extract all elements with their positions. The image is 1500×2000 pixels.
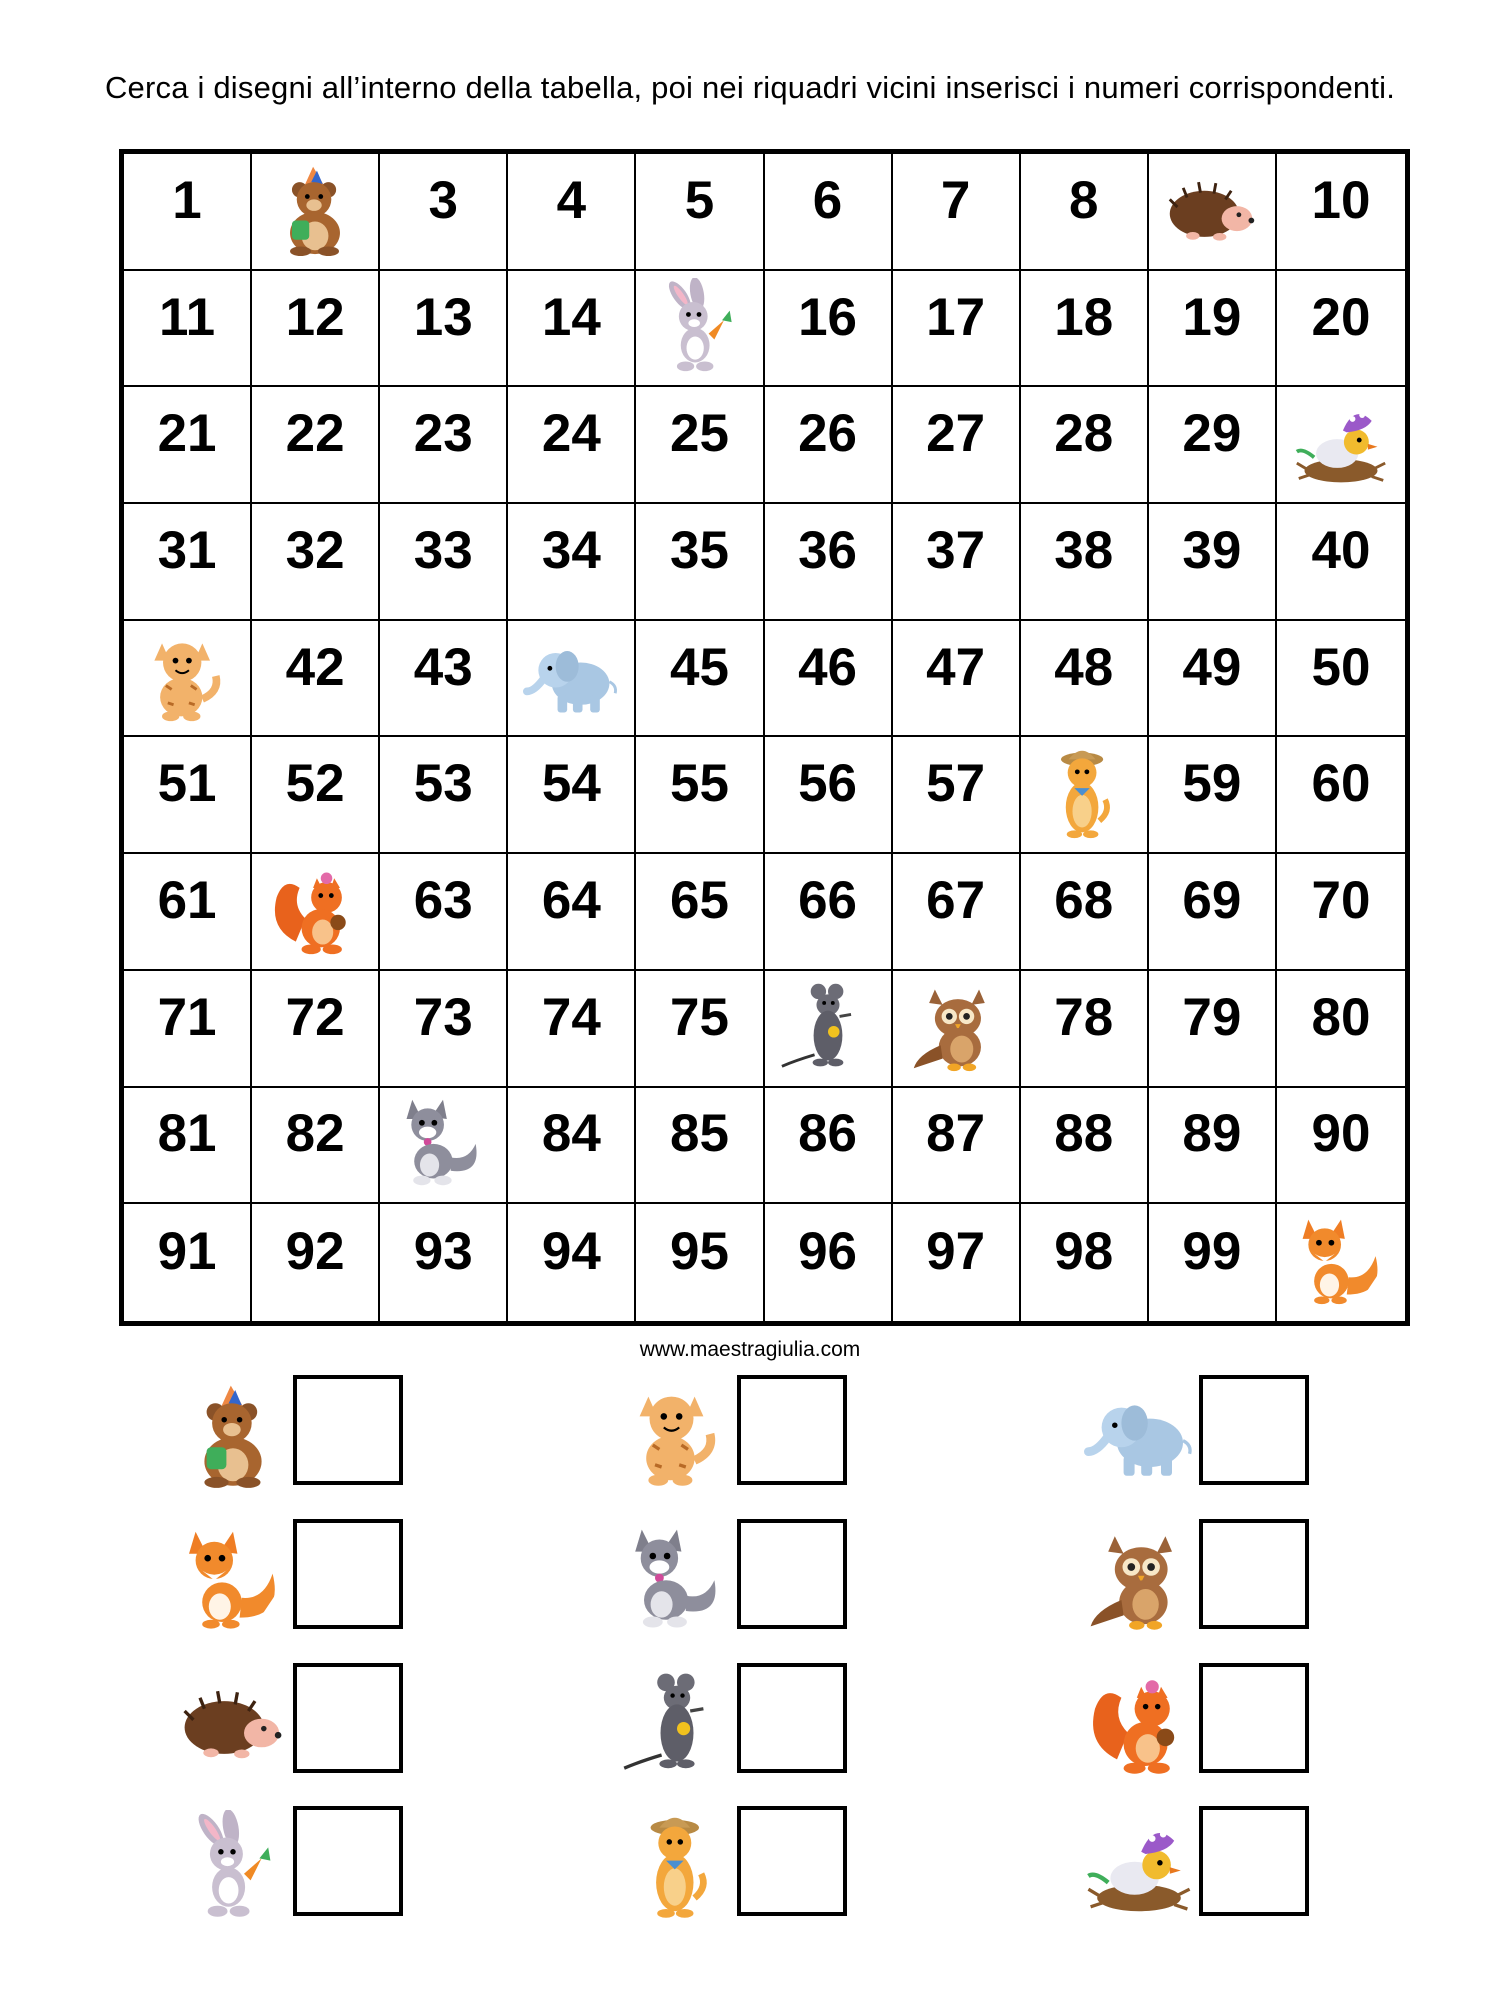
grid-number: 61 [157, 871, 217, 931]
answer-box[interactable] [293, 1375, 403, 1485]
owl-icon [1084, 1523, 1194, 1633]
answer-box[interactable] [737, 1519, 847, 1629]
grid-number: 85 [669, 1104, 729, 1164]
grid-number: 68 [1054, 871, 1114, 931]
grid-number: 19 [1182, 287, 1242, 347]
grid-number: 29 [1182, 404, 1242, 464]
grid-number: 73 [413, 987, 473, 1047]
grid-number: 27 [926, 404, 986, 464]
scarecrow-cat-icon [622, 1810, 732, 1920]
grid-number: 56 [798, 754, 858, 814]
grid-number: 97 [926, 1222, 986, 1282]
grid-number: 40 [1311, 520, 1371, 580]
grid-number: 6 [812, 170, 843, 230]
bear-icon [178, 1379, 288, 1489]
grid-number: 52 [285, 754, 345, 814]
instruction-text: Cerca i disegni all’interno della tabella, poi nei riquadri vicini inserisci i numeri corrispondenti. [104, 70, 1396, 105]
grid-number: 93 [413, 1222, 473, 1282]
grid-number: 26 [798, 404, 858, 464]
grid-number: 53 [413, 754, 473, 814]
answer-item [1084, 1375, 1324, 1491]
grid-number: 47 [926, 637, 986, 697]
answer-item [178, 1519, 418, 1635]
cat-icon [622, 1379, 732, 1489]
grid-number: 66 [798, 871, 858, 931]
grid-number: 98 [1054, 1222, 1114, 1282]
answer-item [1084, 1806, 1324, 1922]
hedgehog-icon [178, 1667, 288, 1777]
answer-item [1084, 1663, 1324, 1779]
grid-number: 18 [1054, 287, 1114, 347]
grid-number: 34 [541, 520, 601, 580]
grid-number: 95 [669, 1222, 729, 1282]
grid-number: 21 [157, 404, 217, 464]
grid-number: 11 [159, 287, 216, 347]
grid-number: 57 [926, 754, 986, 814]
grid-number: 13 [413, 287, 473, 347]
grid-number: 12 [285, 287, 345, 347]
grid-number: 55 [669, 754, 729, 814]
answer-box[interactable] [1199, 1519, 1309, 1629]
answer-box[interactable] [293, 1519, 403, 1629]
grid-number: 32 [285, 520, 345, 580]
grid-number: 5 [684, 170, 715, 230]
grid-number: 99 [1182, 1222, 1242, 1282]
grid-number: 23 [413, 404, 473, 464]
grid-number: 54 [541, 754, 601, 814]
grid-number: 8 [1069, 170, 1099, 230]
grid-number: 90 [1311, 1104, 1371, 1164]
rabbit-icon [178, 1810, 288, 1920]
grid-number: 60 [1311, 754, 1371, 814]
grid-number: 7 [940, 170, 971, 230]
grid-number: 96 [798, 1222, 858, 1282]
grid-number: 51 [157, 754, 217, 814]
answer-item [622, 1519, 862, 1635]
grid-number: 79 [1182, 987, 1242, 1047]
grid-number: 28 [1054, 404, 1114, 464]
grid-number: 33 [413, 520, 473, 580]
grid-number: 49 [1182, 637, 1242, 697]
answer-item [1084, 1519, 1324, 1635]
bird-nest-icon [1084, 1810, 1194, 1920]
squirrel-icon [1084, 1667, 1194, 1777]
website-url: www.maestragiulia.com [639, 1338, 861, 1361]
grid-number: 42 [285, 637, 345, 697]
answer-item [178, 1806, 418, 1922]
answer-box[interactable] [737, 1806, 847, 1916]
grid-number: 38 [1054, 520, 1114, 580]
grid-number: 70 [1311, 871, 1371, 931]
answer-item [622, 1806, 862, 1922]
grid-number: 10 [1311, 170, 1371, 230]
grid-number: 25 [669, 404, 729, 464]
answer-box[interactable] [1199, 1806, 1309, 1916]
answer-box[interactable] [293, 1663, 403, 1773]
grid-number: 1 [172, 170, 202, 230]
grid-number: 37 [926, 520, 986, 580]
grid-number: 74 [541, 987, 601, 1047]
grid-number: 82 [285, 1104, 345, 1164]
answer-item [178, 1663, 418, 1779]
grid-number: 50 [1311, 637, 1371, 697]
grid-number: 72 [285, 987, 345, 1047]
grid-number: 69 [1182, 871, 1242, 931]
grid-number: 59 [1182, 754, 1242, 814]
grid-number: 36 [798, 520, 858, 580]
answer-item [622, 1375, 862, 1491]
answer-item [178, 1375, 418, 1491]
wolf-cub-icon [622, 1523, 732, 1633]
grid-number: 67 [926, 871, 986, 931]
grid-number: 84 [541, 1104, 601, 1164]
answer-box[interactable] [1199, 1663, 1309, 1773]
grid-number: 64 [541, 871, 601, 931]
grid-number: 22 [285, 404, 345, 464]
fox-icon [178, 1523, 288, 1633]
grid-number: 75 [669, 987, 729, 1047]
grid-number: 78 [1054, 987, 1114, 1047]
grid-number: 39 [1182, 520, 1242, 580]
grid-number: 48 [1054, 637, 1114, 697]
mouse-icon [622, 1667, 732, 1777]
answer-box[interactable] [737, 1663, 847, 1773]
grid-number: 80 [1311, 987, 1371, 1047]
grid-number: 3 [428, 170, 458, 230]
grid-number: 87 [926, 1104, 986, 1164]
grid-number: 45 [669, 637, 729, 697]
grid-number: 24 [541, 404, 601, 464]
grid-number: 63 [413, 871, 473, 931]
answer-box[interactable] [1199, 1375, 1309, 1485]
grid-number: 46 [798, 637, 858, 697]
grid-number: 65 [669, 871, 729, 931]
answer-box[interactable] [737, 1375, 847, 1485]
grid-number: 17 [926, 287, 986, 347]
elephant-icon [1084, 1379, 1194, 1489]
grid-number: 81 [157, 1104, 217, 1164]
grid-number: 94 [541, 1222, 601, 1282]
answer-item [622, 1663, 862, 1779]
grid-number: 14 [541, 287, 601, 347]
grid-number: 89 [1182, 1104, 1242, 1164]
grid-number: 4 [556, 170, 587, 230]
grid-number: 20 [1311, 287, 1371, 347]
grid-number: 86 [798, 1104, 858, 1164]
grid-number: 35 [669, 520, 729, 580]
grid-number: 16 [798, 287, 858, 347]
grid-number: 71 [157, 987, 217, 1047]
grid-number: 92 [285, 1222, 345, 1282]
answer-box[interactable] [293, 1806, 403, 1916]
grid-number: 91 [157, 1222, 217, 1282]
grid-number: 43 [413, 637, 473, 697]
grid-number: 88 [1054, 1104, 1114, 1164]
grid-number: 31 [157, 520, 217, 580]
